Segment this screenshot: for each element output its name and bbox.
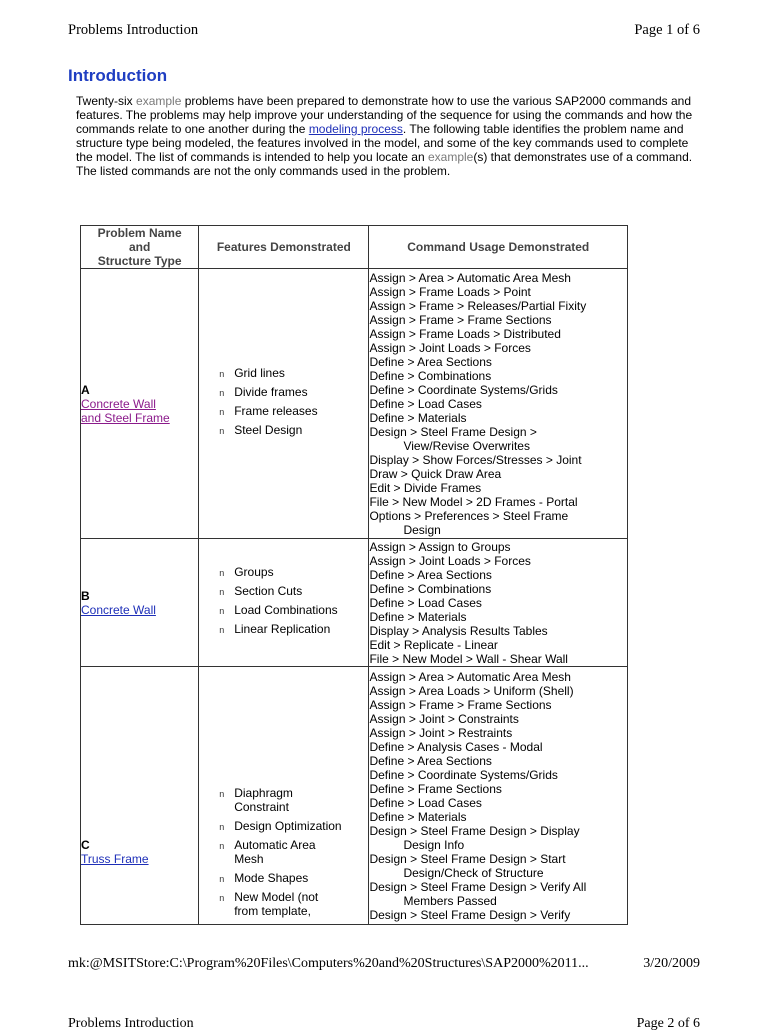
list-item: n Design Optimization xyxy=(219,819,342,833)
intro-text-2: problems have been prepared to demonstrate how to use the various SAP2000 commands and features. The problems may help improve your understanding of the sequence for using the commands and how the commands relate to one another during the xyxy=(76,94,693,136)
table-header-row xyxy=(81,226,628,269)
command-item: Assign > Area > Automatic Area Mesh xyxy=(369,270,571,285)
command-item: Assign > Frame > Releases/Partial Fixity xyxy=(369,298,587,313)
command-item: Define > Analysis Cases - Modal xyxy=(369,739,543,754)
bullet-icon: n xyxy=(219,387,225,398)
command-item: Display > Analysis Results Tables xyxy=(369,623,548,638)
command-item-continued: Members Passed xyxy=(403,893,497,908)
features-cell xyxy=(199,539,369,667)
next-page-header xyxy=(68,1016,700,1032)
problem-link-concrete-wall-steel-frame[interactable]: Concrete Wall and Steel Frame xyxy=(81,396,170,425)
command-item-continued: View/Revise Overwrites xyxy=(403,438,530,453)
commands-cell xyxy=(369,269,628,539)
next-page-title: Problems Introduction xyxy=(68,1016,194,1031)
example-link[interactable]: example xyxy=(136,94,182,108)
bullet-icon: n xyxy=(219,406,225,417)
intro-paragraph xyxy=(76,94,696,178)
list-item: n Groups xyxy=(219,564,274,579)
problem-name-cell xyxy=(81,539,199,667)
commands-cell xyxy=(369,667,628,925)
command-item: Options > Preferences > Steel Frame xyxy=(369,508,569,523)
command-item: Define > Coordinate Systems/Grids xyxy=(369,767,558,782)
command-item: Design > Steel Frame Design > xyxy=(369,424,537,439)
table-row xyxy=(81,667,628,925)
list-item: n Automatic Area Mesh xyxy=(219,838,316,866)
example-link-2[interactable]: example xyxy=(427,150,474,164)
command-item: Assign > Frame > Frame Sections xyxy=(369,312,552,327)
problem-name-cell xyxy=(81,269,199,539)
table-row xyxy=(81,269,628,539)
list-item: n Diaphragm Constraint xyxy=(219,786,293,814)
list-item: n Divide frames xyxy=(219,384,308,399)
list-item: n Section Cuts xyxy=(219,583,303,598)
command-item: Define > Coordinate Systems/Grids xyxy=(369,382,558,397)
command-item: Define > Combinations xyxy=(369,368,492,383)
problem-link-concrete-wall[interactable]: Concrete Wall xyxy=(81,602,156,617)
page-footer xyxy=(68,956,700,972)
header-features: Features Demonstrated xyxy=(199,226,369,269)
command-item-continued: Design xyxy=(403,522,441,537)
list-item: n New Model (not from template, xyxy=(219,890,319,918)
command-item: File > New Model > 2D Frames - Portal xyxy=(369,494,578,509)
command-item: Define > Materials xyxy=(369,410,467,425)
list-item: n Mode Shapes xyxy=(219,871,309,885)
command-item: Design > Steel Frame Design > Start xyxy=(369,851,566,866)
page-header-title: Problems Introduction xyxy=(68,22,199,38)
command-item: File > New Model > Wall - Shear Wall xyxy=(369,651,568,666)
command-item: Define > Materials xyxy=(369,609,467,624)
command-item: Define > Materials xyxy=(369,809,467,824)
command-item: Assign > Joint > Constraints xyxy=(369,711,519,726)
command-item: Design > Steel Frame Design > Verify xyxy=(369,907,571,922)
command-item: Assign > Joint > Restraints xyxy=(369,725,513,740)
bullet-icon: n xyxy=(219,567,225,578)
command-item: Assign > Area Loads > Uniform (Shell) xyxy=(369,683,574,698)
intro-text-1: Twenty-six xyxy=(76,94,137,108)
problem-link-truss-frame[interactable]: Truss Frame xyxy=(81,851,149,866)
problems-table xyxy=(80,225,628,925)
table-row xyxy=(81,539,628,667)
bullet-icon: n xyxy=(219,425,225,436)
command-item: Define > Load Cases xyxy=(369,795,482,810)
command-item: Define > Area Sections xyxy=(369,567,492,582)
intro-text-4: (s) that demonstrates use of a command. The listed commands are not the only commands used in the problem. xyxy=(76,150,693,178)
problem-letter: B xyxy=(81,588,90,603)
command-item: Define > Area Sections xyxy=(369,354,492,369)
page-header xyxy=(68,22,700,39)
command-item: Assign > Frame Loads > Point xyxy=(369,284,531,299)
command-item: Assign > Frame Loads > Distributed xyxy=(369,326,561,341)
command-item: Display > Show Forces/Stresses > Joint xyxy=(369,452,582,467)
command-item: Draw > Quick Draw Area xyxy=(369,466,502,481)
source-path: mk:@MSITStore:C:\Program%20Files\Computers%20and%20Structures\SAP2000%2011... xyxy=(68,956,589,971)
bullet-icon: n xyxy=(219,368,225,379)
problem-letter: C xyxy=(81,837,90,852)
commands-cell xyxy=(369,539,628,667)
bullet-icon: n xyxy=(219,822,225,832)
list-item: n Load Combinations xyxy=(219,602,338,617)
bullet-icon: n xyxy=(219,893,225,903)
command-item: Define > Combinations xyxy=(369,581,492,596)
command-item: Assign > Joint Loads > Forces xyxy=(369,553,531,568)
header-problem-name: Problem Name and Structure Type xyxy=(81,226,199,269)
command-item: Define > Area Sections xyxy=(369,753,492,768)
list-item: n Steel Design xyxy=(219,422,303,437)
print-date: 3/20/2009 xyxy=(643,956,700,971)
page-title: Introduction xyxy=(68,66,168,85)
command-item: Assign > Assign to Groups xyxy=(369,539,511,554)
command-item: Design > Steel Frame Design > Display xyxy=(369,823,580,838)
command-item: Design > Steel Frame Design > Verify All xyxy=(369,879,587,894)
bullet-icon: n xyxy=(219,789,225,799)
list-item: n Grid lines xyxy=(219,365,285,380)
command-item: Assign > Frame > Frame Sections xyxy=(369,697,552,712)
command-item: Define > Load Cases xyxy=(369,396,482,411)
problem-name-cell xyxy=(81,667,199,925)
command-item: Edit > Divide Frames xyxy=(369,480,482,495)
problem-letter: A xyxy=(81,382,90,397)
header-commands: Command Usage Demonstrated xyxy=(369,226,628,269)
command-item: Assign > Area > Automatic Area Mesh xyxy=(369,669,571,684)
command-item: Define > Frame Sections xyxy=(369,781,502,796)
features-cell xyxy=(199,269,369,539)
list-item: n Frame releases xyxy=(219,403,318,418)
next-page-number: Page 2 of 6 xyxy=(636,1016,700,1031)
bullet-icon: n xyxy=(219,841,225,851)
command-item-continued: Design Info xyxy=(403,837,465,852)
list-item: n Linear Replication xyxy=(219,621,331,636)
features-cell xyxy=(199,667,369,925)
command-item: Edit > Replicate - Linear xyxy=(369,637,498,652)
bullet-icon: n xyxy=(219,874,225,884)
bullet-icon: n xyxy=(219,624,225,635)
command-item-continued: Design/Check of Structure xyxy=(403,865,544,880)
bullet-icon: n xyxy=(219,586,225,597)
modeling-process-link[interactable]: modeling process xyxy=(308,122,403,136)
page-number: Page 1 of 6 xyxy=(634,22,700,38)
command-item: Assign > Joint Loads > Forces xyxy=(369,340,531,355)
bullet-icon: n xyxy=(219,605,225,616)
intro-text-3: . The following table identifies the problem name and structure type being modeled, the features involved in the model, and some of the key commands used to complete the model. The list of commands is intended to help you locate an xyxy=(76,122,689,164)
command-item: Define > Load Cases xyxy=(369,595,482,610)
